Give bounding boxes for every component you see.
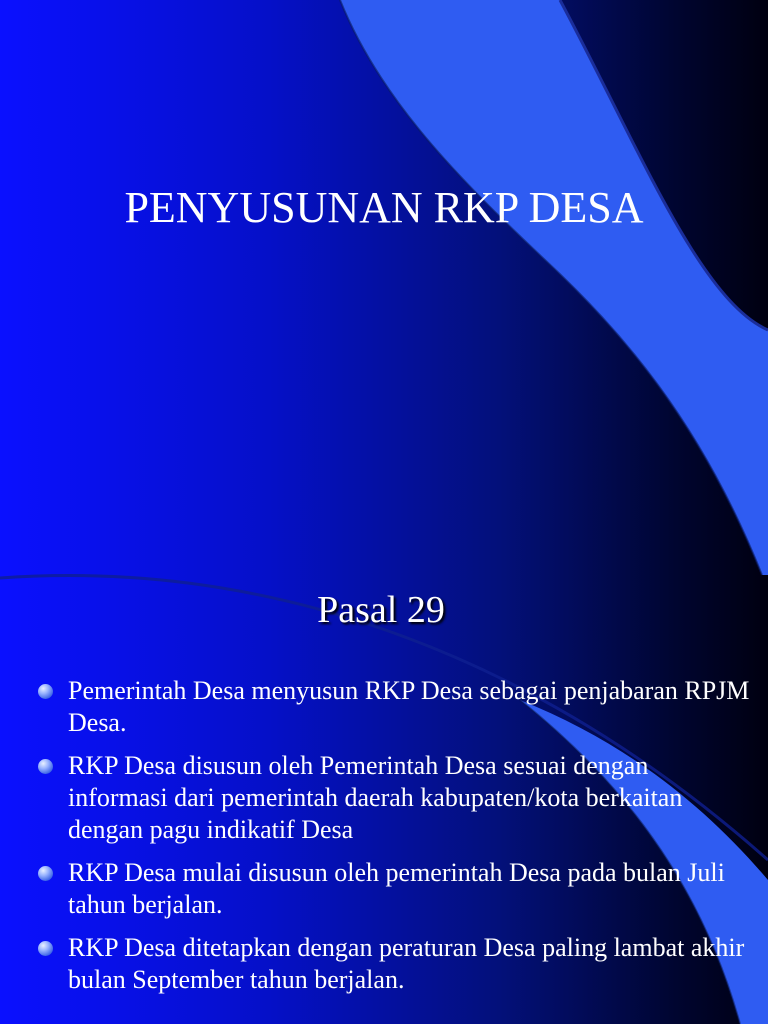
bullet-list: [38, 675, 750, 1007]
bullet-item: [38, 932, 750, 996]
slide-title: PENYUSUNAN RKP DESA: [124, 183, 644, 232]
curve-upper-right-fill: [340, 0, 768, 575]
bullet-text: RKP Desa mulai disusun oleh pemerintah Desa pada bulan Juli tahun berjalan.: [68, 858, 725, 919]
bullet-text: RKP Desa disusun oleh Pemerintah Desa sesuai dengan informasi dari pemerintah daerah kabupaten/kota berkaitan dengan pagu indikatif Desa: [68, 751, 683, 844]
bullet-item: [38, 857, 750, 921]
blue-sphere-bullet-icon: [38, 759, 53, 774]
blue-sphere-bullet-icon: [38, 941, 53, 956]
bullet-item: [38, 750, 750, 846]
bullet-text: Pemerintah Desa menyusun RKP Desa sebagai penjabaran RPJM Desa.: [68, 676, 750, 737]
bullet-item: [38, 675, 750, 739]
blue-sphere-bullet-icon: [38, 866, 53, 881]
blue-sphere-bullet-icon: [38, 684, 53, 699]
slide-subtitle: Pasal 29: [317, 589, 445, 631]
bullet-text: RKP Desa ditetapkan dengan peraturan Desa paling lambat akhir bulan September tahun berjalan.: [68, 933, 745, 994]
